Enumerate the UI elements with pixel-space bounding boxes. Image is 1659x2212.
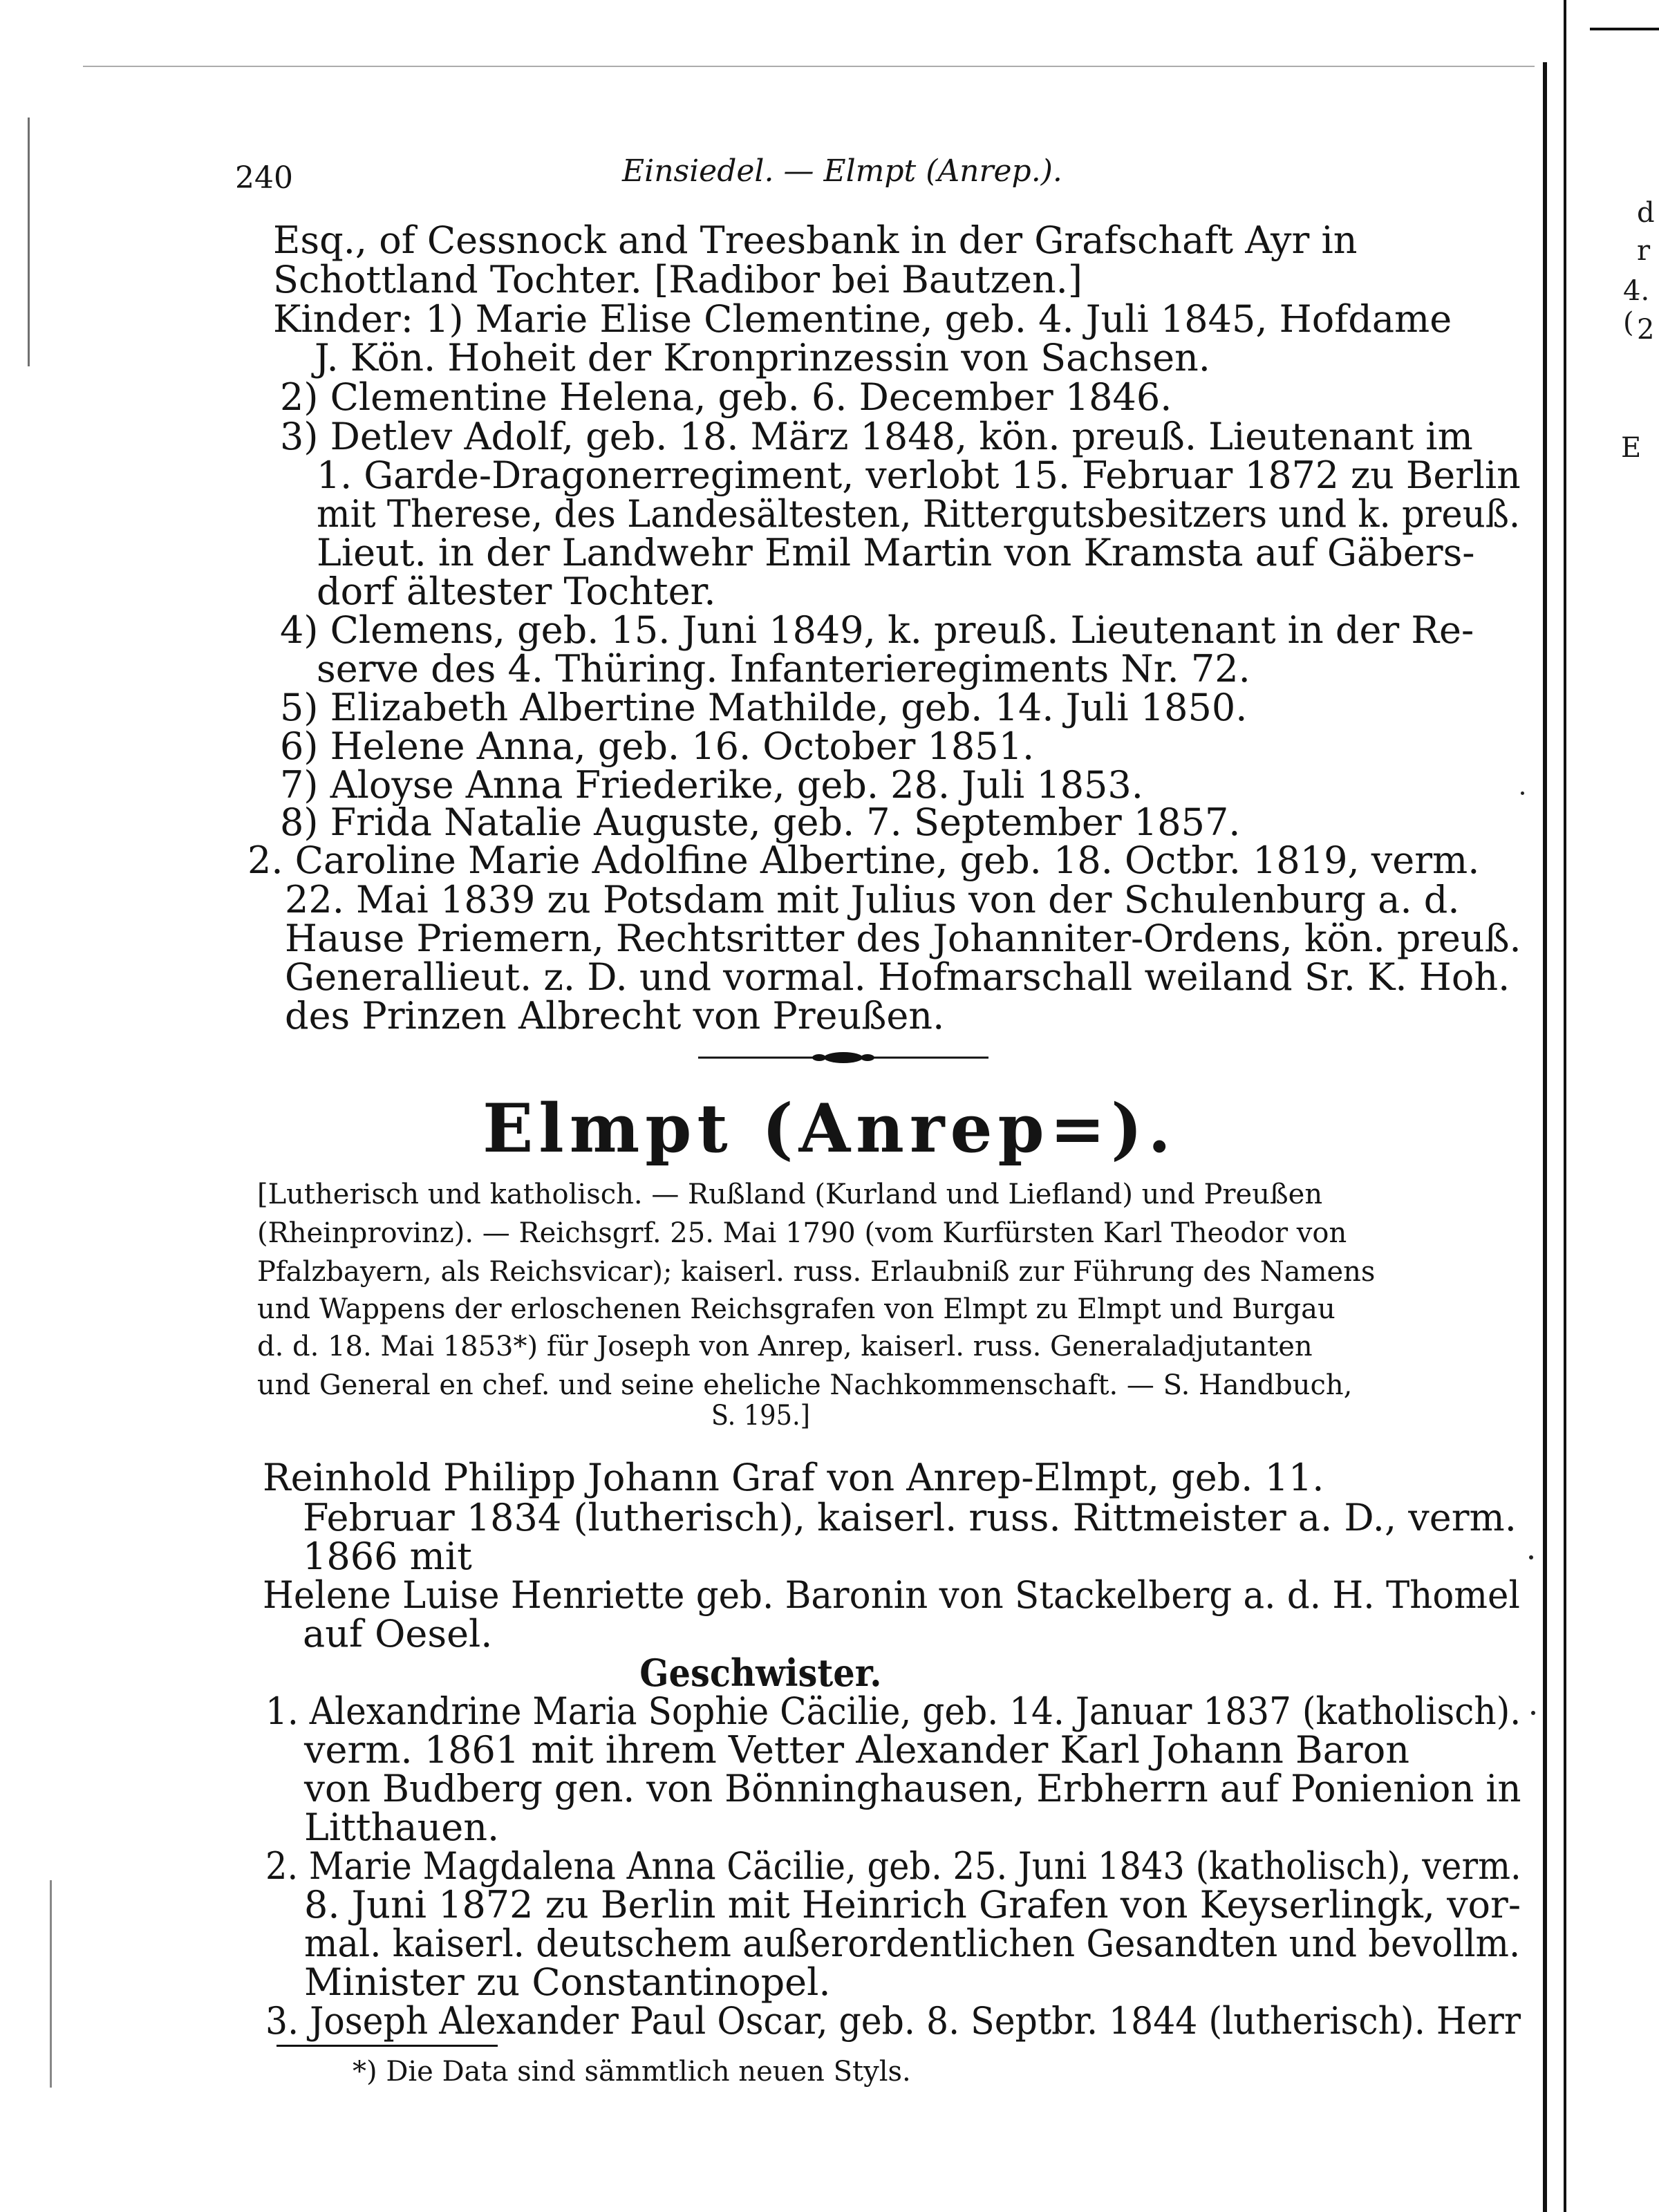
text-line: 6) Helene Anna, geb. 16. October 1851. bbox=[280, 724, 1035, 768]
text-line: Generallieut. z. D. und vormal. Hofmarschall weiland Sr. K. Hoh. bbox=[285, 955, 1510, 999]
main-entry-line: auf Oesel. bbox=[303, 1612, 493, 1656]
edge-fragment: E bbox=[1621, 432, 1642, 464]
intro-line-end: S. 195.] bbox=[711, 1400, 810, 1432]
text-line: J. Kön. Hoheit der Kronprinzessin von Sachsen. bbox=[315, 336, 1210, 379]
text-line: dorf ältester Tochter. bbox=[317, 570, 716, 613]
edge-fragment: d bbox=[1637, 197, 1655, 229]
footnote-rule bbox=[276, 2045, 498, 2047]
text-line: 8) Frida Natalie Auguste, geb. 7. September 1857. bbox=[280, 800, 1241, 844]
top-edge-line bbox=[1590, 28, 1659, 30]
top-dash-line bbox=[83, 66, 1535, 67]
page-number: 240 bbox=[235, 160, 293, 196]
ornament-divider bbox=[698, 1051, 988, 1065]
text-line: Hause Priemern, Rechtsritter des Johanniter-Ordens, kön. preuß. bbox=[285, 917, 1521, 960]
text-line: 7) Aloyse Anna Friederike, geb. 28. Juli 1853. bbox=[280, 763, 1143, 807]
scan-speck bbox=[1531, 1711, 1535, 1715]
intro-line: und Wappens der erloschenen Reichsgrafen von Elmpt zu Elmpt und Burgau bbox=[257, 1293, 1335, 1325]
text-line: 22. Mai 1839 zu Potsdam mit Julius von der Schulenburg a. d. bbox=[285, 878, 1460, 921]
text-line: 3) Detlev Adolf, geb. 18. März 1848, kön. preuß. Lieutenant im bbox=[280, 415, 1473, 458]
intro-line: Pfalzbayern, als Reichsvicar); kaiserl. russ. Erlaubniß zur Führung des Namens bbox=[257, 1256, 1376, 1288]
intro-line: [Lutherisch und katholisch. — Rußland (Kurland und Liefland) und Preußen bbox=[257, 1179, 1323, 1210]
running-title: Einsiedel. — Elmpt (Anrep.). bbox=[622, 153, 1062, 189]
text-line: serve des 4. Thüring. Infanterieregiments Nr. 72. bbox=[317, 647, 1250, 691]
text-line: 1. Garde-Dragonerregiment, verlobt 15. Februar 1872 zu Berlin bbox=[317, 453, 1521, 497]
text-line: mit Therese, des Landesältesten, Rittergutsbesitzers und k. preuß. bbox=[317, 492, 1521, 536]
intro-line: und General en chef. und seine eheliche Nachkommenschaft. — S. Handbuch, bbox=[257, 1369, 1353, 1401]
text-line: Esq., of Cessnock and Treesbank in der Grafschaft Ayr in bbox=[273, 218, 1358, 262]
edge-fragment: r bbox=[1637, 235, 1651, 267]
section-title: Elmpt (Anrep=). bbox=[482, 1089, 1177, 1168]
sibling-line: verm. 1861 mit ihrem Vetter Alexander Karl Johann Baron bbox=[304, 1728, 1410, 1772]
sibling-line: 2. Marie Magdalena Anna Cäcilie, geb. 25. Juni 1843 (katholisch), verm. bbox=[265, 1844, 1521, 1888]
intro-line: d. d. 18. Mai 1853*) für Joseph von Anrep, kaiserl. russ. Generaladjutanten bbox=[257, 1331, 1313, 1362]
sibling-line: von Budberg gen. von Bönninghausen, Erbherrn auf Ponienion in bbox=[304, 1767, 1521, 1810]
sibling-line: Minister zu Constantinopel. bbox=[304, 1960, 831, 2004]
siblings-heading: Geschwister. bbox=[639, 1651, 882, 1695]
sibling-line: 3. Joseph Alexander Paul Oscar, geb. 8. Septbr. 1844 (lutherisch). Herr bbox=[265, 1999, 1521, 2043]
scan-speck bbox=[1529, 1555, 1533, 1559]
text-line: 2. Caroline Marie Adolfine Albertine, geb. 18. Octbr. 1819, verm. bbox=[247, 838, 1480, 882]
sibling-line: Litthauen. bbox=[304, 1806, 500, 1849]
text-line: 2) Clementine Helena, geb. 6. December 1846. bbox=[280, 375, 1172, 419]
main-entry-line: Februar 1834 (lutherisch), kaiserl. russ. Rittmeister a. D., verm. bbox=[303, 1496, 1517, 1539]
sibling-line: 8. Juni 1872 zu Berlin mit Heinrich Grafen von Keyserlingk, vor- bbox=[304, 1883, 1521, 1927]
text-line: des Prinzen Albrecht von Preußen. bbox=[285, 994, 945, 1038]
intro-line: (Rheinprovinz). — Reichsgrf. 25. Mai 1790 (vom Kurfürsten Karl Theodor von bbox=[257, 1217, 1347, 1249]
left-edge-line-2 bbox=[50, 1880, 52, 2088]
text-line: 4) Clemens, geb. 15. Juni 1849, k. preuß. Lieutenant in der Re- bbox=[280, 608, 1474, 652]
edge-fragment: 4. ( bbox=[1623, 275, 1650, 339]
text-line: 5) Elizabeth Albertine Mathilde, geb. 14. Juli 1850. bbox=[280, 686, 1248, 729]
main-entry-line: Helene Luise Henriette geb. Baronin von Stackelberg a. d. H. Thomel bbox=[263, 1573, 1520, 1617]
main-entry-line: 1866 mit bbox=[303, 1535, 472, 1578]
text-line: Schottland Tochter. [Radibor bei Bautzen.] bbox=[273, 258, 1082, 301]
left-edge-line bbox=[28, 118, 30, 366]
edge-fragment: 2 bbox=[1637, 314, 1655, 346]
sibling-line: mal. kaiserl. deutschem außerordentlichen Gesandten und bevollm. bbox=[304, 1922, 1521, 1965]
text-line: Kinder: 1) Marie Elise Clementine, geb. 4. Juli 1845, Hofdame bbox=[273, 297, 1452, 341]
footnote: *) Die Data sind sämmtlich neuen Styls. bbox=[353, 2056, 911, 2088]
text-line: Lieut. in der Landwehr Emil Martin von Kramsta auf Gäbers- bbox=[317, 531, 1475, 574]
scan-speck bbox=[1521, 791, 1524, 795]
main-entry-line: Reinhold Philipp Johann Graf von Anrep-Elmpt, geb. 11. bbox=[263, 1456, 1324, 1499]
sibling-line: 1. Alexandrine Maria Sophie Cäcilie, geb. 14. Januar 1837 (katholisch). bbox=[265, 1689, 1521, 1733]
